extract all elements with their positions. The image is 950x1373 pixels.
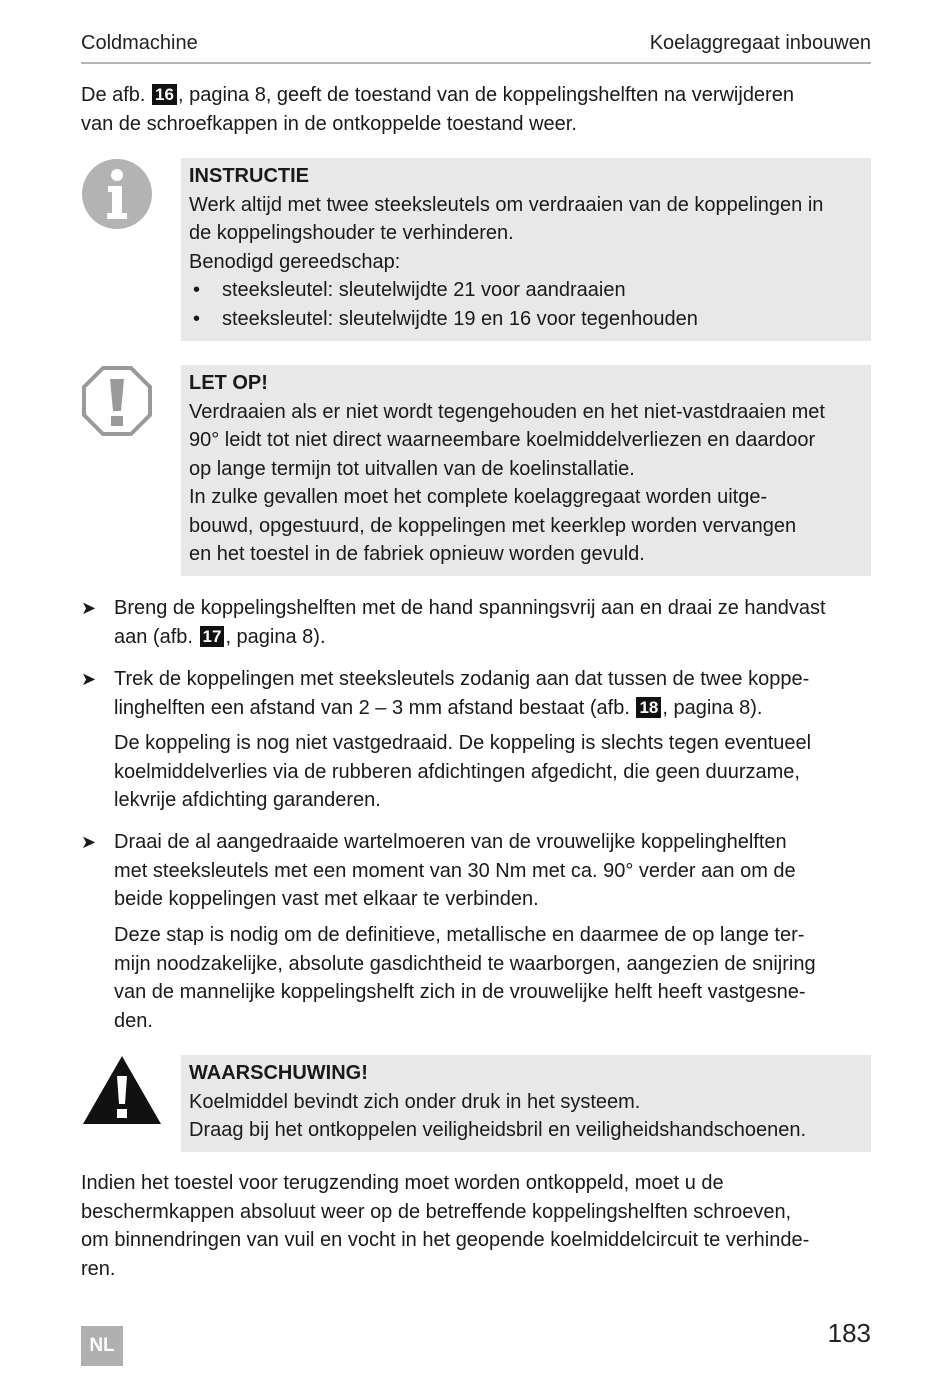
step-line: aan (afb. <box>114 625 193 648</box>
tool-list <box>189 276 863 333</box>
closing-line: ren. <box>81 1257 116 1280</box>
step-line: Draai de al aangedraaide wartelmoeren van de vrouwelijke koppelinghelften <box>114 831 787 853</box>
step-line: , pagina 8). <box>225 625 326 648</box>
tool-list-text: steeksleutel: sleutelwijdte 21 voor aandraaien <box>222 279 626 301</box>
bullet: • <box>193 307 201 330</box>
intro-text-before: De afb. <box>81 84 146 106</box>
waarschuwing-line: Draag bij het ontkoppelen veiligheidsbril en veiligheidshandschoenen. <box>189 1119 807 1141</box>
manual-page <box>81 0 871 1373</box>
header-product: Coldmachine <box>81 32 198 54</box>
intro-text-line2: van de schroefkappen in de ontkoppelde toestand weer. <box>81 112 577 135</box>
step-line: Breng de koppelingshelften met de hand spanningsvrij aan en draai ze handvast <box>114 597 826 619</box>
letop-notice <box>181 365 871 576</box>
step-text <box>114 665 871 722</box>
intro-paragraph <box>81 81 871 138</box>
page-header <box>81 32 871 64</box>
step-line: met steeksleutels met een moment van 30 Nm met ca. 90° verder aan om de <box>114 859 796 882</box>
letop-line: op lange termijn tot uitvallen van de koelinstallatie. <box>189 457 635 480</box>
note-line: De koppeling is nog niet vastgedraaid. De koppeling is slechts tegen eventueel <box>114 732 812 754</box>
instructie-line: Benodigd gereedschap: <box>189 250 401 273</box>
step-text <box>114 828 871 914</box>
caution-octagon-icon <box>81 365 153 437</box>
warning-triangle-icon <box>81 1054 163 1126</box>
step-line: linghelften een afstand van 2 – 3 mm afstand bestaat (afb. <box>114 696 630 719</box>
waarschuwing-title: WAARSCHUWING! <box>189 1062 368 1084</box>
note-line: mijn noodzakelijke, absolute gasdichtheid te waarborgen, aangezien de snijring <box>114 952 816 975</box>
note-line: van de mannelijke koppelingshelft zich in de vrouwelijke helft heeft vastgesne- <box>114 981 806 1003</box>
step-2-note <box>114 729 871 815</box>
intro-text-after: , pagina 8, geeft de toestand van de koppelingshelften na verwijderen <box>177 84 794 106</box>
language-badge: NL <box>81 1326 123 1366</box>
header-section: Koelaggregaat inbouwen <box>649 32 871 54</box>
closing-line: om binnendringen van vuil en vocht in het geopende koelmiddelcircuit te verhinde- <box>81 1229 810 1251</box>
instructie-line: de koppelingshouder te verhinderen. <box>189 222 514 244</box>
instructie-notice <box>181 158 871 341</box>
step-arrow-icon: ➤ <box>81 832 97 852</box>
letop-line: In zulke gevallen moet het complete koelaggregaat worden uitge- <box>189 486 768 508</box>
letop-line: bouwd, opgestuurd, de koppelingen met keerklep worden vervangen <box>189 514 797 537</box>
closing-line: Indien het toestel voor terugzending moet worden ontkoppeld, moet u de <box>81 1172 724 1194</box>
waarschuwing-notice <box>181 1055 871 1152</box>
page-number: 183 <box>827 1318 871 1348</box>
closing-paragraph <box>81 1169 871 1283</box>
step-line: , pagina 8). <box>662 696 763 719</box>
tool-list-item <box>189 276 863 305</box>
step-arrow-icon: ➤ <box>81 669 97 689</box>
step-arrow-icon: ➤ <box>81 598 97 618</box>
letop-line: Verdraaien als er niet wordt tegengehouden en het niet-vastdraaien met <box>189 400 825 423</box>
note-line: den. <box>114 1009 153 1032</box>
tool-list-item <box>189 305 863 334</box>
closing-line: beschermkappen absoluut weer op de betreffende koppelingshelften schroeven, <box>81 1200 792 1223</box>
step-line: beide koppelingen vast met elkaar te verbinden. <box>114 888 539 910</box>
figure-ref-badge: 16 <box>152 84 177 105</box>
waarschuwing-line: Koelmiddel bevindt zich onder druk in het systeem. <box>189 1090 641 1113</box>
letop-title: LET OP! <box>189 372 268 394</box>
letop-line: en het toestel in de fabriek opnieuw worden gevuld. <box>189 543 645 565</box>
figure-ref-badge: 17 <box>200 626 225 647</box>
instructie-title: INSTRUCTIE <box>189 165 309 187</box>
step-text <box>114 594 871 651</box>
note-line: koelmiddelverlies via de rubberen afdichtingen afgedicht, die geen duurzame, <box>114 760 800 783</box>
info-icon <box>81 158 153 230</box>
note-line: Deze stap is nodig om de definitieve, metallische en daarmee de op lange ter- <box>114 924 805 946</box>
letop-line: 90° leidt tot niet direct waarneembare koelmiddelverliezen en daardoor <box>189 429 816 451</box>
step-3-note <box>114 921 871 1035</box>
step-line: Trek de koppelingen met steeksleutels zodanig aan dat tussen de twee koppe- <box>114 668 810 690</box>
figure-ref-badge: 18 <box>636 697 661 718</box>
instructie-line: Werk altijd met twee steeksleutels om verdraaien van de koppelingen in <box>189 193 824 216</box>
bullet: • <box>193 279 201 301</box>
tool-list-text: steeksleutel: sleutelwijdte 19 en 16 voor tegenhouden <box>222 307 698 330</box>
note-line: lekvrije afdichting garanderen. <box>114 789 381 811</box>
